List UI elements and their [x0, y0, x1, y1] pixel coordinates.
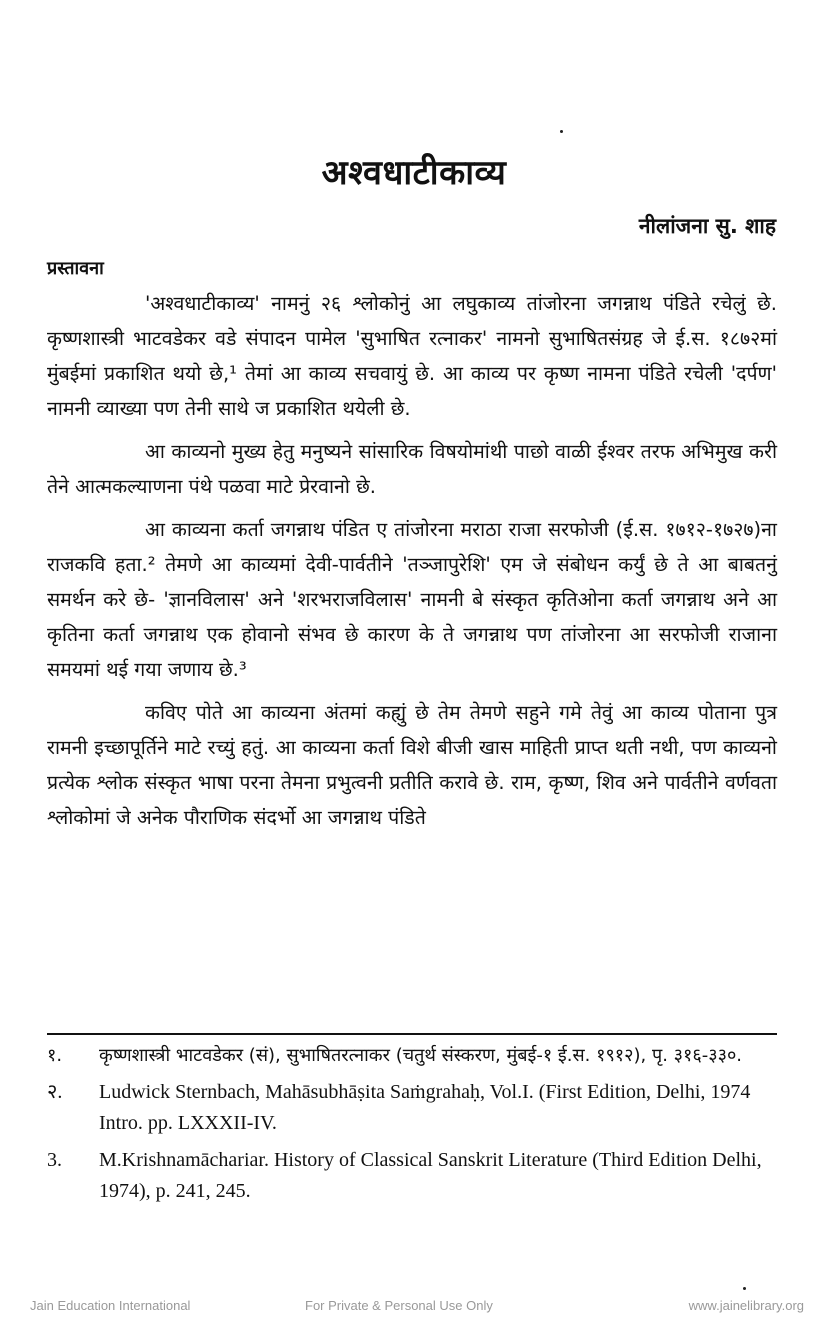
scan-speck — [743, 1287, 746, 1290]
page-footer — [0, 1298, 828, 1318]
author-name: नीलांजना सु. शाह — [638, 214, 776, 238]
footnote-text: M.Krishnamāchariar. History of Classical Sanskrit Literature (Third Edition Delhi, 1974), p. 241, 245. — [99, 1149, 762, 1202]
footnote-number: १. — [47, 1045, 63, 1066]
footnote-item — [47, 1077, 782, 1139]
footnote-item — [47, 1040, 782, 1071]
paragraph: आ काव्यनो मुख्य हेतु मनुष्यने सांसारिक विषयोमांथी पाछो वाळी ईश्वर तरफ अभिमुख करी तेने आत्मकल्याणना पंथे पळवा माटे प्रेरवानो छे. — [47, 440, 777, 498]
footnote-number: २. — [47, 1081, 63, 1103]
footnote-text: कृष्णशास्त्री भाटवडेकर (सं), सुभाषितरत्नाकर (चतुर्थ संस्करण, मुंबई-१ ई.स. १९१२), पृ. ३१६-३३०. — [99, 1045, 743, 1066]
section-heading: प्रस्तावना — [47, 258, 104, 279]
scan-speck — [560, 130, 563, 133]
page-title: अश्वधाटीकाव्य — [321, 153, 507, 193]
footer-website-link[interactable]: www.jainelibrary.org — [688, 1298, 804, 1313]
footnotes — [47, 1040, 782, 1213]
footer-publisher: Jain Education International — [30, 1298, 191, 1313]
paragraph: आ काव्यना कर्ता जगन्नाथ पंडित ए तांजोरना मराठा राजा सरफोजी (ई.स. १७१२-१७२७)ना राजकवि हता.² तेमणे आ काव्यमां देवी-पार्वतीने 'तञ्जापुरेशि' एम जे संबोधन कर्युं छे ते आ बाबतनुं समर्थन करे छे- 'ज्ञानविलास' अने 'शरभराजविलास' नामनी बे संस्कृत कृतिओना कर्ता जगन्नाथ अने आ कृतिना कर्ता जगन्नाथ एक होवानो संभव छे कारण के ते जगन्नाथ पण तांजोरना आ सरफोजी राजाना समयमां थई गया जणाय छे.³ — [47, 518, 777, 681]
body-text — [47, 286, 777, 843]
footnote-text: Ludwick Sternbach, Mahāsubhāṣita Saṁgrahaḥ, Vol.I. (First Edition, Delhi, 1974 Intro. pp. LXXXII-IV. — [99, 1081, 751, 1134]
footnote-divider — [47, 1033, 777, 1035]
footer-usage-notice: For Private & Personal Use Only — [305, 1298, 493, 1313]
footnote-item — [47, 1145, 782, 1207]
footnote-number: 3. — [47, 1149, 62, 1171]
paragraph: 'अश्वधाटीकाव्य' नामनुं २६ श्लोकोनुं आ लघुकाव्य तांजोरना जगन्नाथ पंडिते रचेलुं छे. कृष्णशास्त्री भाटवडेकर वडे संपादन पामेल 'सुभाषित रत्नाकर' नामनो सुभाषितसंग्रह जे ई.स. १८७२मां मुंबईमां प्रकाशित थयो छे,¹ तेमां आ काव्य सचवायुं छे. आ काव्य पर कृष्ण नामना पंडिते रचेली 'दर्पण' नामनी व्याख्या पण तेनी साथे ज प्रकाशित थयेली छे. — [47, 292, 777, 420]
paragraph: कविए पोते आ काव्यना अंतमां कह्युं छे तेम तेमणे सहुने गमे तेवुं आ काव्य पोताना पुत्र रामनी इच्छापूर्तिने माटे रच्युं हतुं. आ काव्यना कर्ता विशे बीजी खास माहिती प्राप्त थती नथी, पण काव्यनो प्रत्येक श्लोक संस्कृत भाषा परना तेमना प्रभुत्वनी प्रतीति करावे छे. राम, कृष्ण, शिव अने पार्वतीने वर्णवता श्लोकोमां जे अनेक पौराणिक संदर्भो आ जगन्नाथ पंडिते — [47, 701, 777, 829]
